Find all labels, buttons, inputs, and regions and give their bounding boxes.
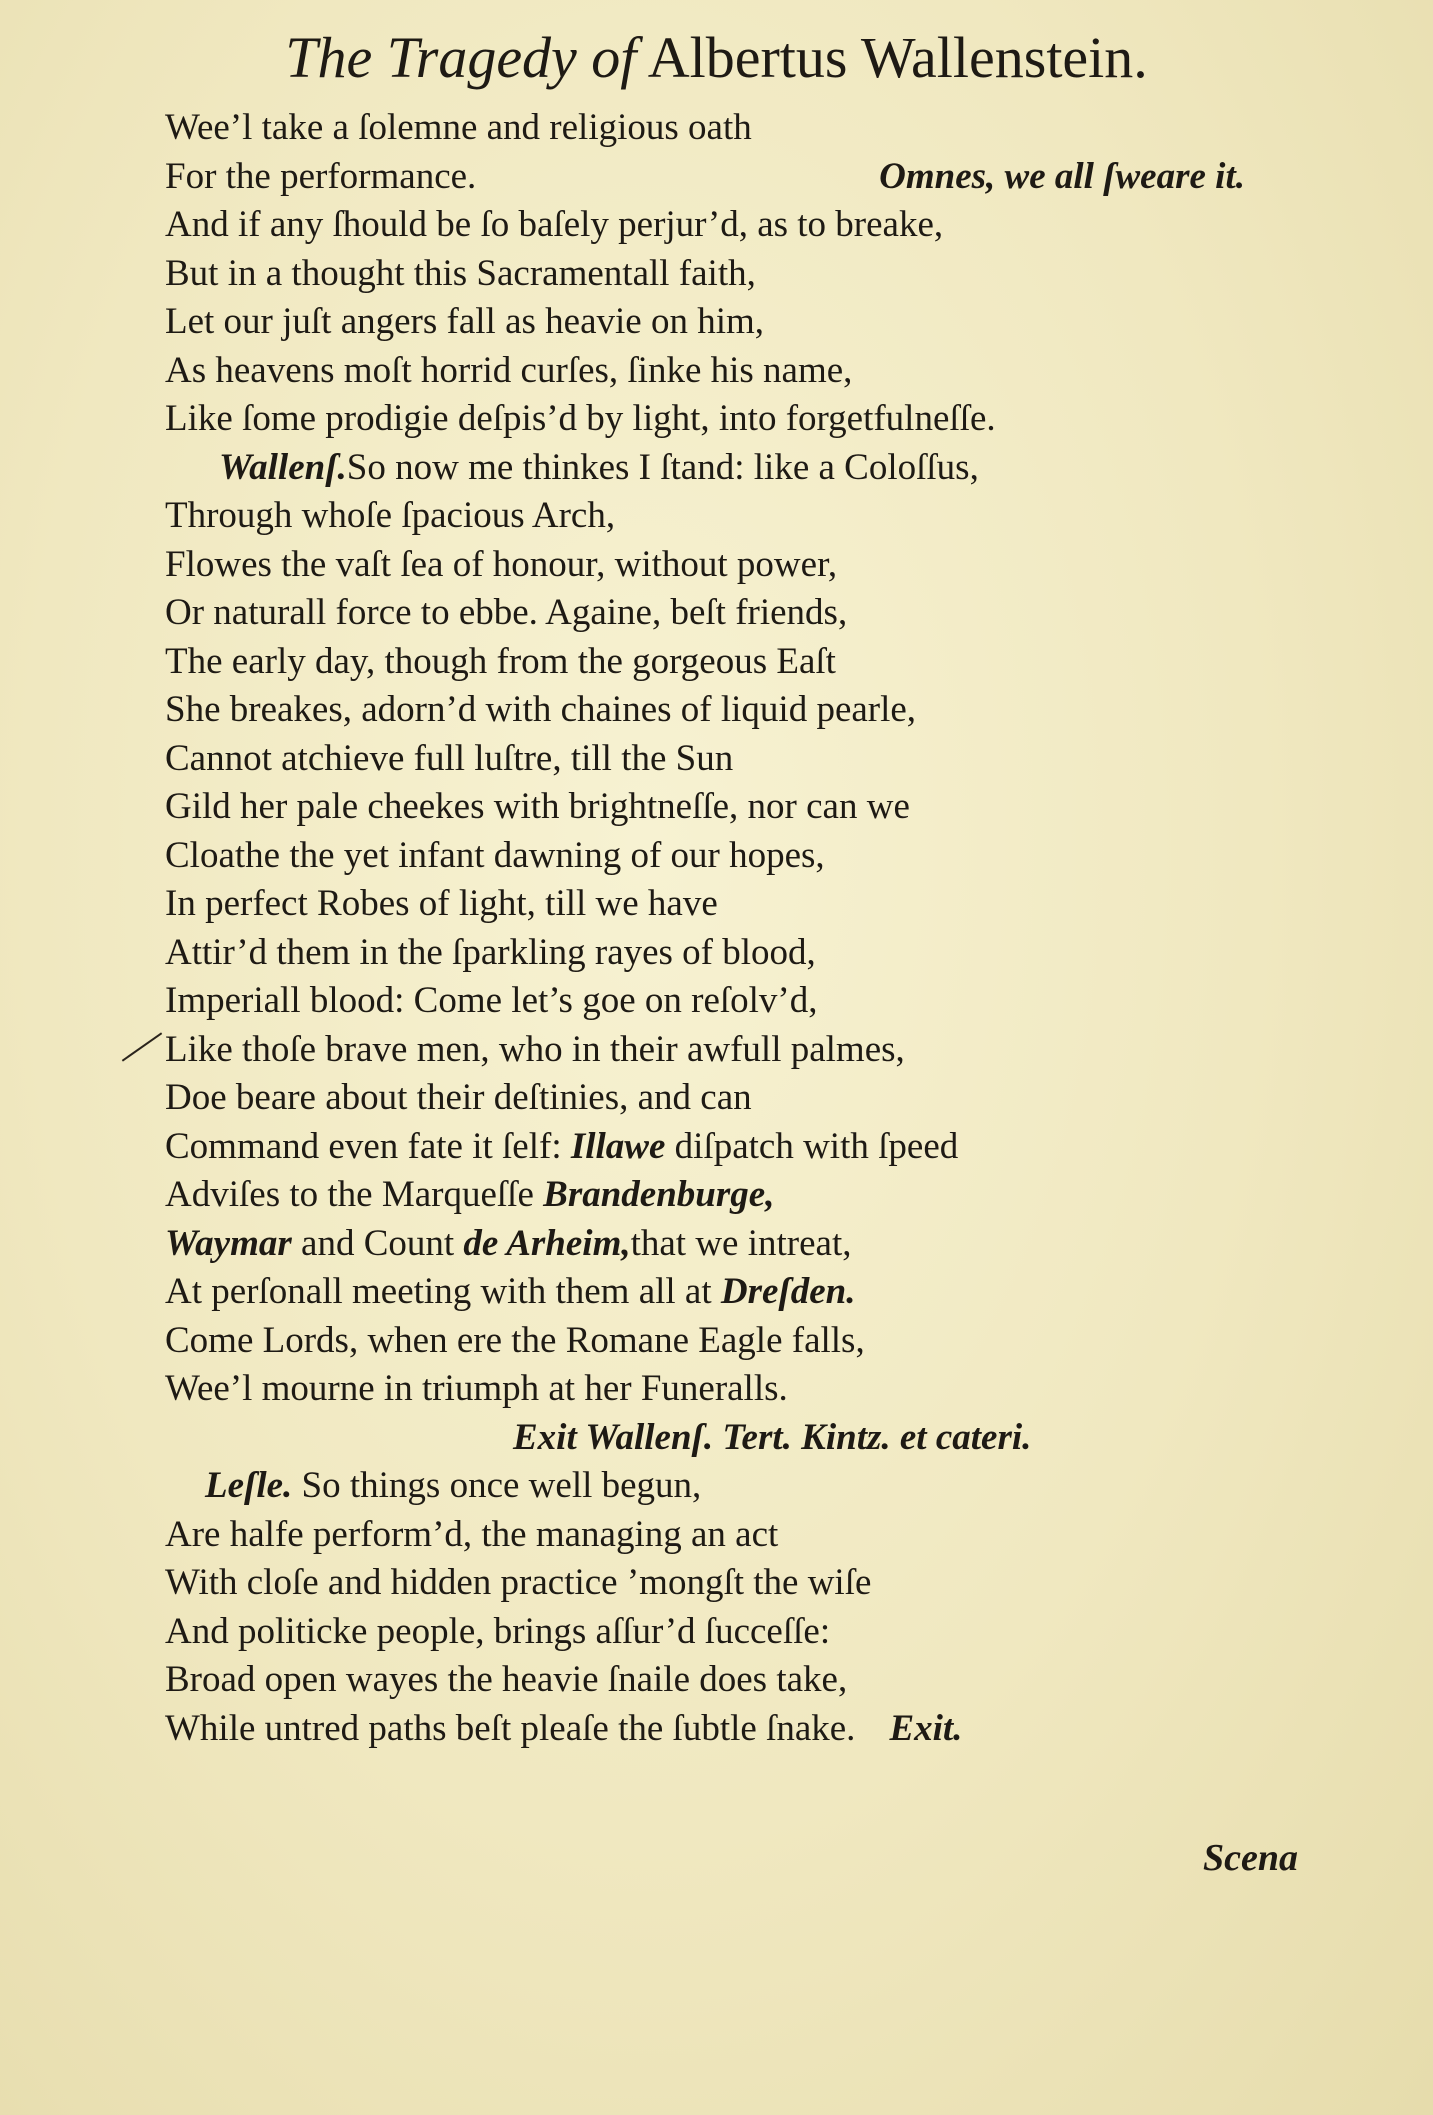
verse-line	[165, 444, 1315, 493]
verse-line	[165, 929, 1315, 978]
verse-line	[165, 298, 1315, 347]
italic-name: Brandenburge,	[543, 1174, 775, 1215]
line-text: Like ſome prodigie deſpis’d by light, into forgetfulneſſe.	[165, 398, 996, 439]
line-text: So now me thinkes I ſtand: like a Coloſſus,	[346, 446, 979, 488]
verse-line	[165, 1365, 1315, 1414]
verse-block	[165, 104, 1315, 1753]
line-text: that we intreat,	[630, 1222, 852, 1264]
catchword: Scena	[1203, 1837, 1298, 1879]
line-text: Broad open wayes the heavie ſnaile does take,	[165, 1659, 848, 1700]
verse-line	[165, 153, 1315, 202]
line-text: She breakes, adorn’d with chaines of liquid pearle,	[165, 689, 917, 730]
verse-line	[165, 541, 1315, 590]
verse-line	[165, 977, 1315, 1026]
italic-name: Waymar	[165, 1222, 292, 1264]
verse-line	[165, 1705, 1315, 1754]
running-head	[0, 22, 1433, 94]
verse-line	[165, 783, 1315, 832]
line-text: Come Lords, when ere the Romane Eagle falls,	[165, 1319, 865, 1361]
verse-line	[165, 104, 1315, 153]
line-text: With cloſe and hidden practice ’mongſt the wiſe	[165, 1562, 872, 1603]
speaker-name: Wallenſ.	[219, 446, 347, 488]
line-text: In perfect Robes of light, till we have	[165, 883, 718, 924]
verse-line	[165, 589, 1315, 638]
line-text: So things once well begun,	[301, 1465, 702, 1506]
verse-line	[165, 1123, 1315, 1172]
line-text: And politicke people, brings aſſur’d ſucceſſe:	[165, 1610, 831, 1652]
running-head-italic: The Tragedy of	[285, 25, 637, 90]
line-text: The early day, though from the gorgeous Eaſt	[165, 640, 836, 682]
line-text: Through whoſe ſpacious Arch,	[165, 495, 616, 536]
line-text: Command even fate it ſelf:	[165, 1125, 562, 1167]
verse-line	[165, 832, 1315, 881]
line-text: Cloathe the yet infant dawning of our hopes,	[165, 834, 825, 876]
verse-line	[165, 1559, 1315, 1608]
exit-direction: Exit.	[889, 1707, 963, 1749]
speech-omnes: Omnes, we all ſweare it.	[879, 155, 1245, 197]
verse-line	[165, 201, 1315, 250]
italic-name: de Arheim,	[463, 1222, 631, 1264]
verse-line	[165, 347, 1315, 396]
line-text: Cannot atchieve full luſtre, till the Sun	[165, 737, 734, 779]
verse-line	[165, 492, 1315, 541]
line-text: As heavens moſt horrid curſes, ſinke his name,	[165, 349, 853, 391]
verse-line	[165, 880, 1315, 929]
verse-line	[165, 1026, 1315, 1075]
line-text: Or naturall force to ebbe. Againe, beſt friends,	[165, 592, 848, 633]
line-text: And if any ſhould be ſo baſely perjur’d, as to breake,	[165, 204, 944, 245]
line-text: For the performance.	[165, 155, 477, 197]
verse-line	[165, 1608, 1315, 1657]
line-text: At perſonall meeting with them all at	[165, 1271, 712, 1312]
line-text: Wee’l mourne in triumph at her Funeralls.	[165, 1368, 788, 1409]
line-text: Flowes the vaſt ſea of honour, without power,	[165, 543, 838, 585]
verse-line	[165, 1220, 1315, 1269]
italic-name: Dreſden.	[720, 1271, 856, 1312]
line-text: Like thoſe brave men, who in their awfull palmes,	[165, 1028, 905, 1070]
running-head-roman: Albertus Wallenstein.	[647, 25, 1148, 90]
speaker-name: Leſle.	[205, 1465, 293, 1506]
line-text: Attir’d them in the ſparkling rayes of blood,	[165, 931, 816, 973]
line-text: and Count	[301, 1222, 455, 1264]
verse-line	[165, 735, 1315, 784]
verse-line	[165, 686, 1315, 735]
line-text: Doe beare about their deſtinies, and can	[165, 1077, 752, 1118]
stage-direction: Exit Wallenſ. Tert. Kintz. et cateri.	[513, 1416, 1032, 1458]
line-text: Gild her pale cheekes with brightneſſe, nor can we	[165, 786, 910, 827]
verse-line	[165, 1317, 1315, 1366]
verse-line	[165, 1511, 1315, 1560]
verse-line	[165, 250, 1315, 299]
line-text: Let our juſt angers fall as heavie on him,	[165, 301, 765, 342]
verse-line	[165, 395, 1315, 444]
verse-line	[165, 638, 1315, 687]
line-text: Wee’l take a ſolemne and religious oath	[165, 107, 752, 148]
line-text: But in a thought this Sacramentall faith,	[165, 252, 756, 294]
verse-line	[165, 1268, 1315, 1317]
verse-line	[165, 1074, 1315, 1123]
verse-line	[165, 1656, 1315, 1705]
line-text: Imperiall blood: Come let’s goe on reſolv’d,	[165, 980, 818, 1021]
verse-line	[165, 1171, 1315, 1220]
line-text: Adviſes to the Marqueſſe	[165, 1174, 534, 1215]
verse-line	[165, 1462, 1315, 1511]
margin-tick-mark	[122, 1032, 162, 1061]
line-text: Are halfe perform’d, the managing an act	[165, 1513, 779, 1555]
line-text: While untred paths beſt pleaſe the ſubtle ſnake.	[165, 1707, 856, 1749]
line-text: diſpatch with ſpeed	[674, 1125, 959, 1167]
italic-name: Illawe	[570, 1125, 666, 1167]
